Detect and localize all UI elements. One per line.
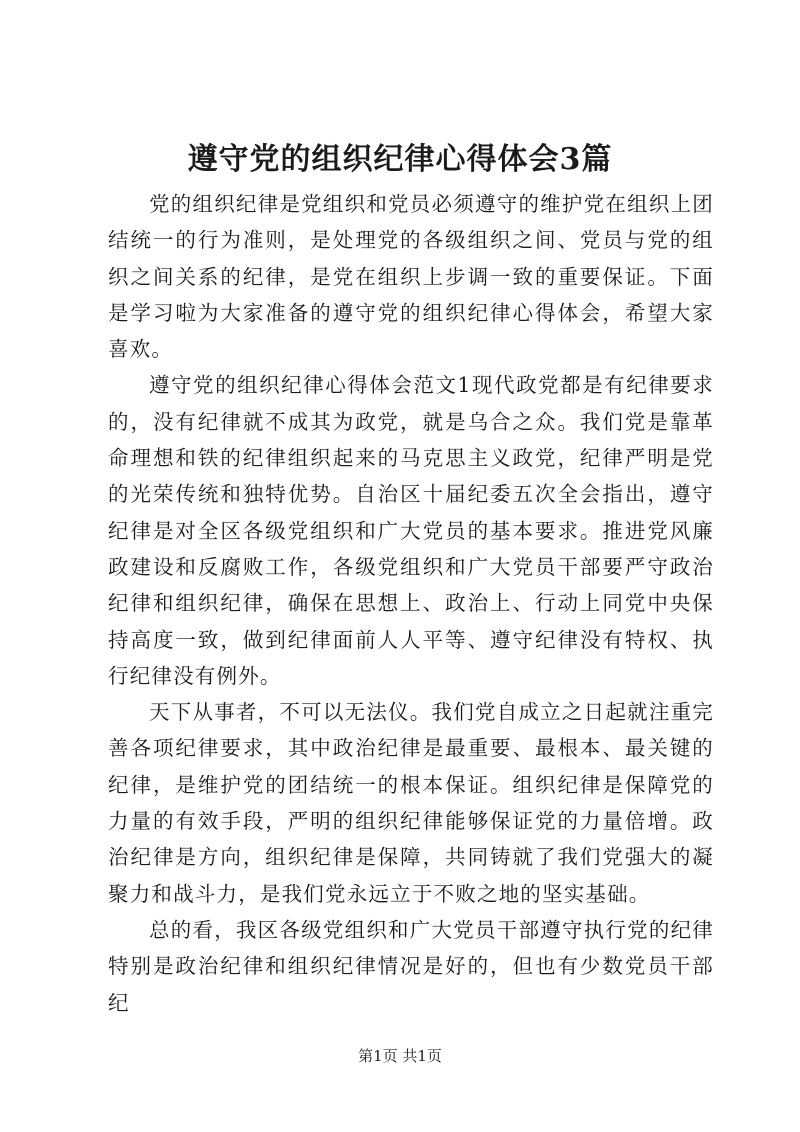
page-title: 遵守党的组织纪律心得体会3篇: [187, 142, 613, 177]
paragraph-essay-1: 遵守党的组织纪律心得体会范文1现代政党都是有纪律要求的，没有纪律就不成其为政党，就是乌合之众。我们党是靠革命理想和铁的纪律组织起来的马克思主义政党，纪律严明是党的光荣传统和独特优势。自治区十届纪委五次全会指出，遵守纪律是对全区各级党组织和广大党员的基本要求。推进党风廉政建设和反腐败工作，各级党组织和广大党员干部要严守政治纪律和组织纪律，确保在思想上、政治上、行动上同党中央保持高度一致，做到纪律面前人人平等、遵守纪律没有特权、执行纪律没有例外。: [108, 373, 714, 688]
paragraph-discipline-law: 天下从事者，不可以无法仪。我们党自成立之日起就注重完善各项纪律要求，其中政治纪律是最重要、最根本、最关键的纪律，是维护党的团结统一的根本保证。组织纪律是保障党的力量的有效手段，严明的组织纪律能够保证党的力量倍增。政治纪律是方向，组织纪律是保障，共同铸就了我们党强大的凝聚力和战斗力，是我们党永远立于不败之地的坚实基础。: [108, 700, 714, 906]
page-footer: 第1页 共1页: [358, 1047, 442, 1065]
paragraph-intro: 党的组织纪律是党组织和党员必须遵守的维护党在组织上团结统一的行为准则，是处理党的各级组织之间、党员与党的组织之间关系的纪律，是党在组织上步调一致的重要保证。下面是学习啦为大家准备的遵守党的组织纪律心得体会，希望大家喜欢。: [108, 192, 714, 362]
paragraph-overview: 总的看，我区各级党组织和广大党员干部遵守执行党的纪律特别是政治纪律和组织纪律情况是好的，但也有少数党员干部纪: [108, 917, 714, 1015]
document-body: [108, 186, 714, 1021]
